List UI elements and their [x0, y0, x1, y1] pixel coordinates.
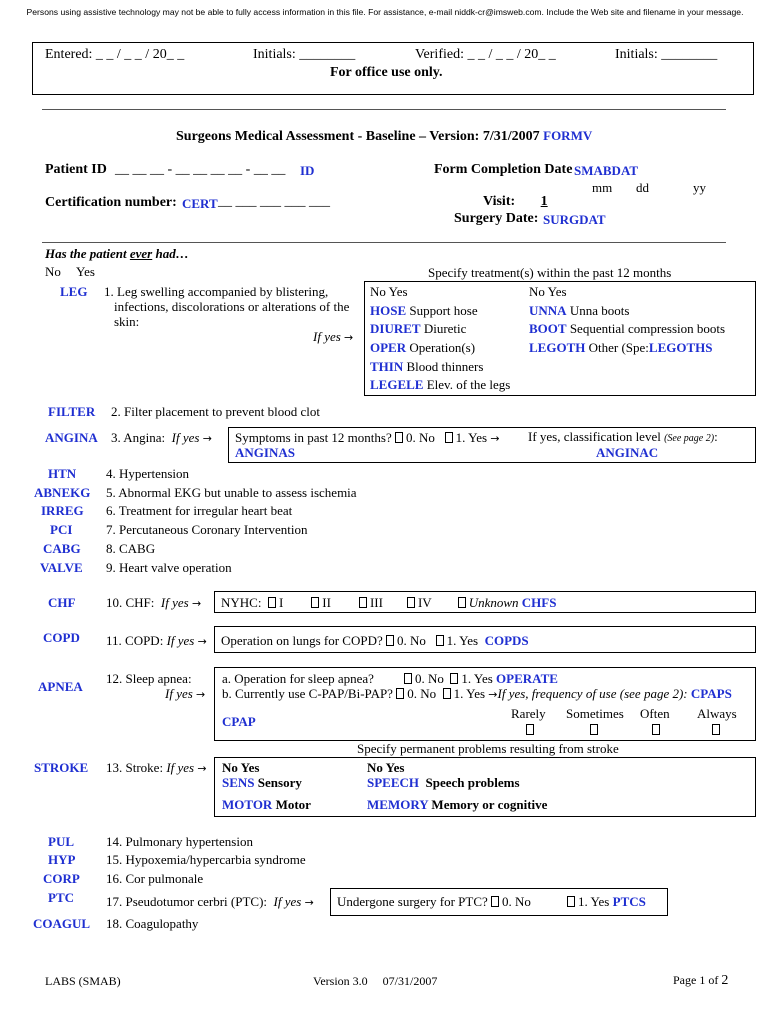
sens-label: Sensory [257, 775, 302, 790]
verified-date[interactable]: Verified: _ _ / _ _ / 20_ _ [415, 47, 556, 62]
angina-symptoms [235, 430, 500, 446]
ptc-code[interactable]: PTC [48, 890, 74, 905]
oper-label: Operation(s) [409, 340, 476, 355]
apnea-if-yes [165, 686, 205, 702]
speech-code: SPEECH [367, 775, 420, 790]
yes-column-header: Yes [76, 264, 95, 279]
leg-question-line1: 1. Leg swelling accompanied by blistering, [104, 284, 329, 299]
abnekg-code[interactable]: ABNEKG [34, 485, 91, 500]
apnea-a-yes: 1. Yes [461, 671, 493, 686]
stroke-col2-header: No Yes [367, 760, 405, 775]
apnea-b-yes: 1. Yes [453, 686, 486, 701]
chf-code[interactable]: CHF [48, 595, 76, 610]
copd-opt-no: 0. No [397, 633, 426, 648]
copd-question [106, 633, 207, 649]
apnea-frequency-label: If yes, frequency of use (see page 2): [497, 686, 688, 701]
chf-label: 10. CHF: [106, 595, 155, 610]
chf-question [106, 595, 201, 611]
checkbox-icon[interactable] [443, 688, 451, 699]
checkbox-icon[interactable] [445, 432, 453, 443]
arrow-right-icon: → [490, 432, 500, 445]
freq-often: Often [640, 706, 670, 721]
unna-code: UNNA [529, 303, 567, 318]
no-column-header: No [45, 264, 61, 279]
treat-col2-header: No Yes [529, 284, 567, 299]
legoth-code: LEGOTH [529, 340, 586, 355]
footer-form-id: LABS (SMAB) [45, 974, 121, 988]
leg-code[interactable]: LEG [60, 284, 88, 299]
angina-class-note: (See page 2) [664, 433, 715, 444]
checkbox-icon[interactable] [268, 597, 276, 608]
thin-code: THIN [370, 359, 404, 374]
apnea-question: 12. Sleep apnea: [106, 671, 192, 686]
form-date-label: Form Completion Date [434, 162, 573, 177]
checkbox-icon[interactable] [386, 635, 394, 646]
diuret-label: Diuretic [423, 321, 467, 336]
footer-page [673, 973, 728, 989]
form-title [176, 128, 592, 145]
angina-symptoms-label: Symptoms in past 12 months? [235, 430, 392, 445]
surgery-date-code[interactable]: SURGDAT [543, 212, 606, 227]
arrow-right-icon: → [202, 432, 212, 445]
hose-code: HOSE [370, 303, 407, 318]
arrow-right-icon: → [197, 635, 207, 648]
valve-code[interactable]: VALVE [40, 560, 83, 575]
divider [42, 109, 726, 110]
cabg-question: 8. CABG [106, 541, 156, 556]
htn-code[interactable]: HTN [48, 466, 77, 481]
angina-opt-yes: 1. Yes [455, 430, 488, 445]
freq-sometimes: Sometimes [566, 706, 624, 721]
checkbox-icon[interactable] [311, 597, 319, 608]
checkbox-icon[interactable] [526, 724, 534, 735]
checkbox-icon[interactable] [590, 724, 598, 735]
checkbox-icon[interactable] [436, 635, 444, 646]
filter-code[interactable]: FILTER [48, 404, 96, 419]
apnea-q-a-label: a. Operation for sleep apnea? [222, 671, 374, 686]
corp-question: 16. Cor pulmonale [106, 871, 204, 886]
treat-boot[interactable] [529, 321, 725, 337]
certification-field[interactable]: __ ___ ___ ___ ___ [218, 194, 330, 209]
ptc-label: 17. Pseudotumor cerbri (PTC): [106, 894, 268, 909]
patient-id-label: Patient ID [45, 162, 107, 177]
apnea-a-no: 0. No [414, 671, 444, 686]
copd-if-yes: If yes [166, 633, 195, 648]
treat-legoth[interactable] [529, 340, 712, 356]
stroke-memory[interactable] [367, 797, 547, 813]
arrow-right-icon: → [488, 688, 498, 701]
diuret-code: DIURET [370, 321, 421, 336]
treat-thin[interactable] [370, 359, 483, 375]
apnea-if-yes-text: If yes [165, 686, 193, 701]
boot-label: Sequential compression boots [569, 321, 726, 336]
legele-code: LEGELE [370, 377, 424, 392]
sens-code: SENS [222, 775, 255, 790]
certification-label: Certification number: [45, 195, 177, 210]
stroke-label: 13. Stroke: [106, 760, 164, 775]
treat-legele[interactable] [370, 377, 510, 393]
angina-class-text: If yes, classification level [528, 429, 661, 444]
nyhc-label: NYHC: [221, 595, 262, 610]
leg-if-yes [313, 329, 353, 345]
form-date-code[interactable]: SMABDAT [574, 163, 639, 178]
stroke-if-yes: If yes [166, 760, 195, 775]
stroke-question [106, 760, 207, 776]
history-heading-post: had… [152, 246, 189, 261]
ptc-question [106, 894, 314, 910]
memory-code: MEMORY [367, 797, 429, 812]
nyhc-opt-unknown: Unknown [468, 595, 519, 610]
copd-opt-yes: 1. Yes [446, 633, 479, 648]
nyhc-opt-4: IV [417, 595, 432, 610]
freq-always: Always [697, 706, 737, 721]
entered-date[interactable]: Entered: _ _ / _ _ / 20_ _ [45, 47, 185, 62]
copd-operation-label: Operation on lungs for COPD? [221, 633, 383, 648]
anginac-code[interactable]: ANGINAC [596, 445, 659, 460]
apnea-code[interactable]: APNEA [38, 679, 83, 694]
footer-page-total: 2 [721, 973, 729, 988]
stroke-sens[interactable] [222, 775, 302, 791]
copds-code[interactable]: COPDS [484, 633, 529, 648]
angina-label: 3. Angina: [111, 430, 166, 445]
patient-id-field[interactable]: __ __ __ - __ __ __ __ - __ __ [115, 162, 286, 177]
checkbox-icon[interactable] [450, 673, 458, 684]
checkbox-icon[interactable] [652, 724, 660, 735]
visit-value[interactable]: 1 [540, 194, 548, 209]
stroke-header: Specify permanent problems resulting from stroke [357, 741, 619, 756]
nyhc-opt-2: II [322, 595, 331, 610]
pul-code[interactable]: PUL [48, 834, 74, 849]
verified-initials[interactable]: Initials: ________ [615, 47, 718, 62]
copd-code[interactable]: COPD [43, 630, 80, 645]
corp-code[interactable]: CORP [43, 871, 80, 886]
apnea-q-a [222, 671, 558, 687]
ptc-options [337, 894, 646, 910]
apnea-q-b-label: b. Currently use C-PAP/Bi-PAP? [222, 686, 393, 701]
arrow-right-icon: → [304, 896, 314, 909]
checkbox-icon[interactable] [491, 896, 499, 907]
visit-label: Visit: [483, 194, 516, 209]
irreg-question: 6. Treatment for irregular heart beat [106, 503, 293, 518]
nyhc-opt-3: III [369, 595, 383, 610]
checkbox-icon[interactable] [359, 597, 367, 608]
operate-code[interactable]: OPERATE [496, 671, 558, 686]
nyhc-opt-1: I [278, 595, 284, 610]
form-version-code: FORMV [543, 128, 593, 143]
arrow-right-icon: → [196, 688, 206, 701]
irreg-code[interactable]: IRREG [41, 503, 84, 518]
apnea-b-no: 0. No [407, 686, 437, 701]
treat-oper[interactable] [370, 340, 475, 356]
patient-id-code: ID [300, 163, 315, 178]
angina-opt-no: 0. No [405, 430, 435, 445]
date-dd: dd [636, 180, 649, 195]
history-heading-ever: ever [129, 246, 153, 261]
oper-code: OPER [370, 340, 407, 355]
leg-question-line2: infections, discolorations or alterations of the [114, 299, 350, 314]
boot-code: BOOT [529, 321, 567, 336]
pul-question: 14. Pulmonary hypertension [106, 834, 253, 849]
hyp-code[interactable]: HYP [48, 852, 76, 867]
treat-col1-header: No Yes [370, 284, 408, 299]
memory-label: Memory or cognitive [431, 797, 548, 812]
checkbox-icon[interactable] [458, 597, 466, 608]
date-mm: mm [592, 180, 613, 195]
legoth-label: Other (Spe: [588, 340, 649, 355]
history-heading [45, 246, 189, 262]
motor-code: MOTOR [222, 797, 273, 812]
chf-if-yes: If yes [160, 595, 189, 610]
valve-question: 9. Heart valve operation [106, 560, 232, 575]
legoths-code[interactable]: LEGOTHS [648, 340, 713, 355]
coagul-question: 18. Coagulopathy [106, 916, 199, 931]
copd-label: 11. COPD: [106, 633, 164, 648]
treat-unna[interactable] [529, 303, 629, 319]
checkbox-icon[interactable] [396, 688, 404, 699]
treat-diuret[interactable] [370, 321, 466, 337]
nyhc-options [221, 595, 556, 611]
speech-label: Speech problems [425, 775, 520, 790]
divider [42, 242, 726, 243]
angina-code[interactable]: ANGINA [45, 430, 98, 445]
pci-question: 7. Percutaneous Coronary Intervention [106, 522, 308, 537]
certification-code: CERT [182, 196, 218, 211]
footer-version: Version 3.0 07/31/2007 [313, 974, 438, 988]
entered-initials[interactable]: Initials: ________ [253, 47, 356, 62]
stroke-col1-header: No Yes [222, 760, 260, 775]
office-use-note: For office use only. [330, 65, 443, 80]
pci-code[interactable]: PCI [50, 522, 73, 537]
surgery-date-label: Surgery Date: [454, 211, 539, 226]
leg-question-line3: skin: [114, 314, 140, 329]
checkbox-icon[interactable] [395, 432, 403, 443]
legele-label: Elev. of the legs [426, 377, 511, 392]
treat-hose[interactable] [370, 303, 478, 319]
footer-page-label: Page 1 of [673, 973, 719, 987]
checkbox-icon[interactable] [404, 673, 412, 684]
checkbox-icon[interactable] [712, 724, 720, 735]
accessibility-notice: Persons using assistive technology may not be able to fully access information in this file. For assistance, e-mail niddk-cr@imsweb.com. Include the Web site and filename in your message. [26, 7, 744, 17]
ptc-surgery-label: Undergone surgery for PTC? [337, 894, 488, 909]
cpaps-code[interactable]: CPAPS [690, 686, 732, 701]
motor-label: Motor [275, 797, 311, 812]
treatment-header: Specify treatment(s) within the past 12 months [428, 265, 672, 280]
history-heading-pre: Has the patient [45, 246, 130, 261]
filter-question: 2. Filter placement to prevent blood clot [111, 404, 321, 419]
chfs-code[interactable]: CHFS [521, 595, 557, 610]
cabg-code[interactable]: CABG [43, 541, 81, 556]
angina-class-label: If yes, classification level (See page 2): [528, 429, 718, 444]
stroke-speech[interactable] [367, 775, 520, 791]
hose-label: Support hose [409, 303, 478, 318]
arrow-right-icon: → [344, 331, 354, 344]
abnekg-question: 5. Abnormal EKG but unable to assess ischemia [106, 485, 357, 500]
angina-question [111, 430, 212, 446]
date-yy: yy [693, 180, 706, 195]
ptc-opt-yes: 1. Yes [577, 894, 610, 909]
ptc-if-yes: If yes [273, 894, 302, 909]
apnea-q-b [222, 686, 732, 702]
stroke-motor[interactable] [222, 797, 311, 813]
hyp-question: 15. Hypoxemia/hypercarbia syndrome [106, 852, 306, 867]
copd-options [221, 633, 529, 649]
unna-label: Unna boots [569, 303, 630, 318]
coagul-code[interactable]: COAGUL [33, 916, 91, 931]
anginas-code[interactable]: ANGINAS [235, 445, 295, 460]
angina-if-yes: If yes [171, 430, 200, 445]
checkbox-icon[interactable] [567, 896, 575, 907]
leg-if-yes-text: If yes [313, 329, 341, 344]
checkbox-icon[interactable] [407, 597, 415, 608]
arrow-right-icon: → [197, 762, 207, 775]
htn-question: 4. Hypertension [106, 466, 190, 481]
visit-field [483, 194, 573, 210]
arrow-right-icon: → [191, 597, 202, 610]
stroke-code[interactable]: STROKE [34, 760, 89, 775]
ptc-opt-no: 0. No [502, 894, 531, 909]
freq-rarely: Rarely [511, 706, 546, 721]
thin-label: Blood thinners [406, 359, 484, 374]
cpap-code[interactable]: CPAP [222, 714, 256, 729]
ptcs-code[interactable]: PTCS [612, 894, 646, 909]
form-title-text: Surgeons Medical Assessment - Baseline – Version: 7/31/2007 [176, 129, 540, 144]
